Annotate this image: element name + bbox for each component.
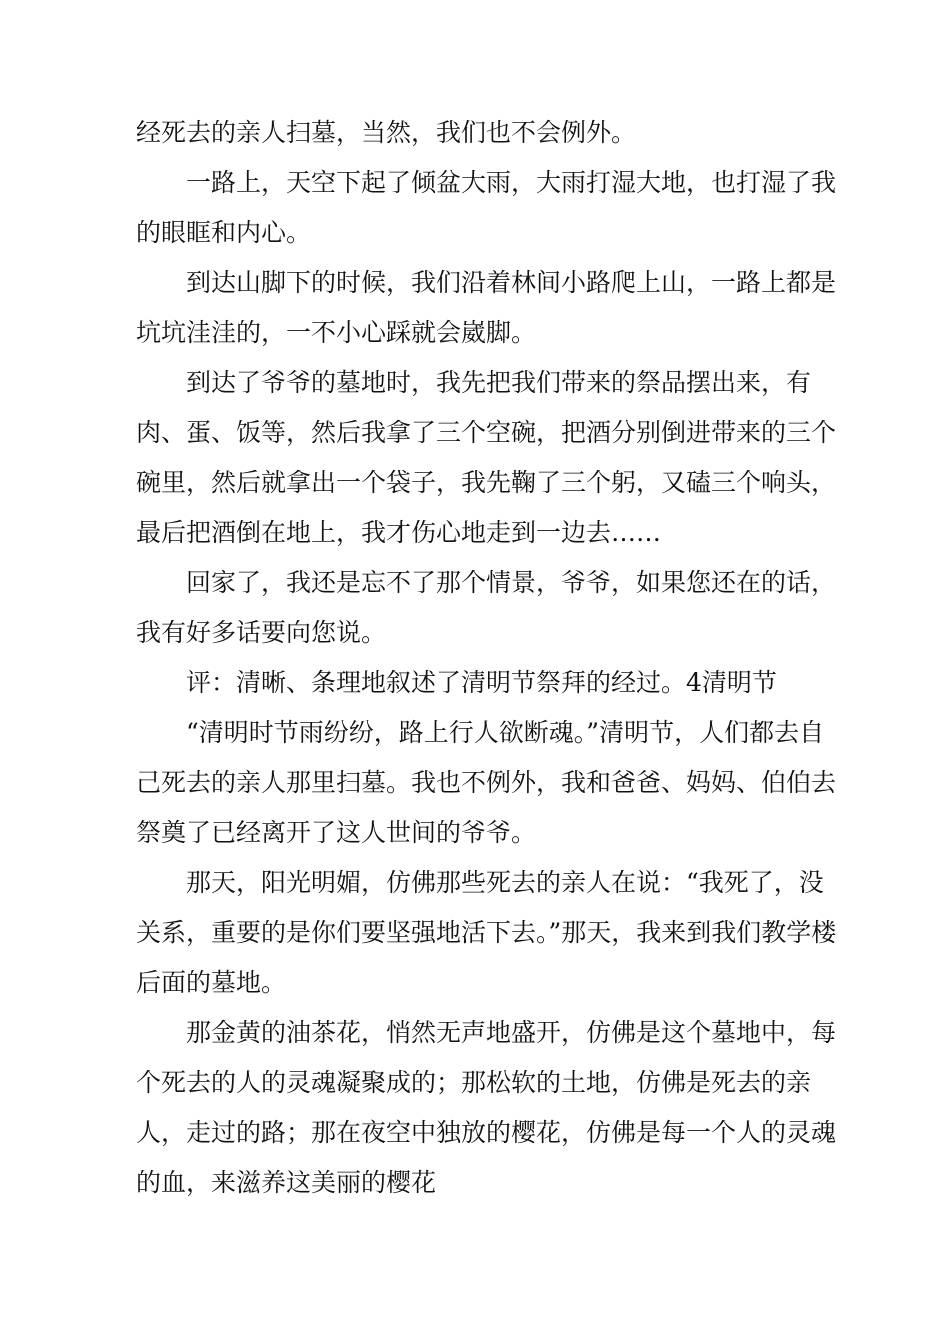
paragraph: “清明时节雨纷纷，路上行人欲断魂。”清明节，人们都去自己死去的亲人那里扫墓。我也不例外，我和爸爸、妈妈、伯伯去祭奠了已经离开了这人世间的爷爷。 xyxy=(136,718,837,847)
paragraph: 评：清晰、条理地叙述了清明节祭拜的经过。4清明节 xyxy=(186,668,777,697)
paragraph: 那天，阳光明媚，仿佛那些死去的亲人在说：“我死了，没关系，重要的是你们要坚强地活下去。”那天，我来到我们教学楼后面的墓地。 xyxy=(136,868,837,997)
paragraph: 到达了爷爷的墓地时，我先把我们带来的祭品摆出来，有肉、蛋、饭等，然后我拿了三个空碗，把酒分别倒进带来的三个碗里，然后就拿出一个袋子，我先鞠了三个躬，又磕三个响头，最后把酒倒在地上，我才伤心地走到一边去…… xyxy=(136,368,837,547)
paragraph: 回家了，我还是忘不了那个情景，爷爷，如果您还在的话，我有好多话要向您说。 xyxy=(136,568,837,647)
paragraph: 经死去的亲人扫墓，当然，我们也不会例外。 xyxy=(136,118,637,147)
paragraph: 那金黄的油茶花，悄然无声地盛开，仿佛是这个墓地中，每个死去的人的灵魂凝聚成的；那松软的土地，仿佛是死去的亲人，走过的路；那在夜空中独放的樱花，仿佛是每一个人的灵魂的血，来滋养这美丽的樱花 xyxy=(136,1018,837,1197)
paragraph: 一路上，天空下起了倾盆大雨，大雨打湿大地，也打湿了我的眼眶和内心。 xyxy=(136,168,837,247)
document-body xyxy=(136,108,842,1208)
paragraph: 到达山脚下的时候，我们沿着林间小路爬上山，一路上都是坑坑洼洼的，一不小心踩就会崴脚。 xyxy=(136,268,837,347)
